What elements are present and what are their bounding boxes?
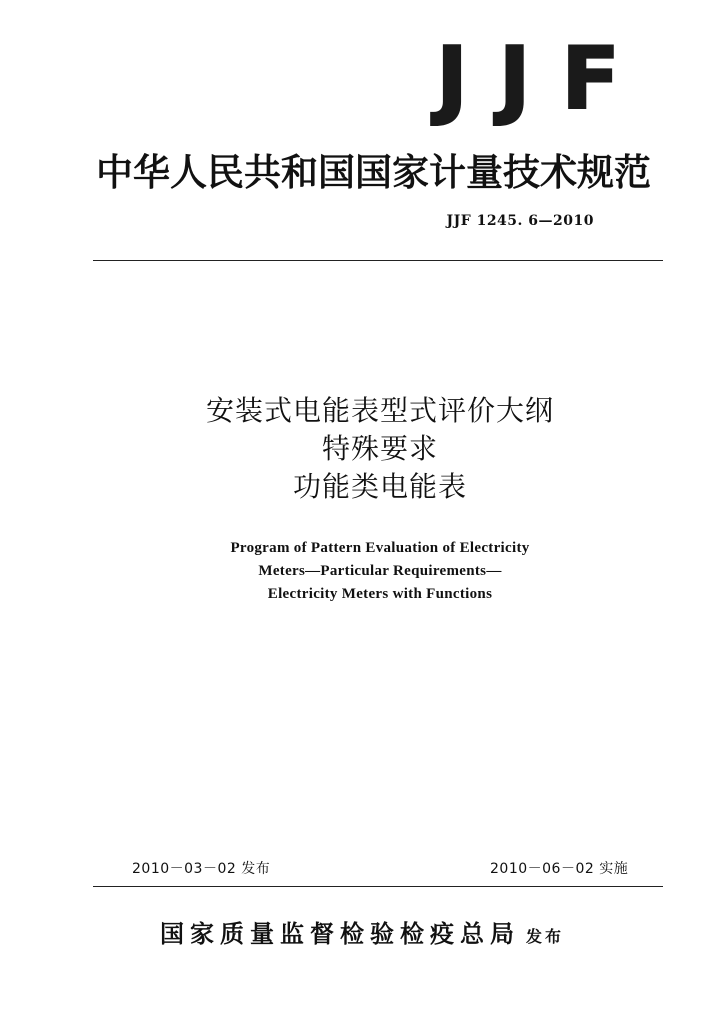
document-title <box>120 392 640 506</box>
logo-letter: J <box>498 29 531 129</box>
english-title-line: Meters—Particular Requirements— <box>258 563 502 579</box>
publisher-suffix: 发布 <box>526 927 565 946</box>
logo-letter: J <box>436 29 468 129</box>
english-title <box>120 537 640 606</box>
english-title-line: Program of Pattern Evaluation of Electricity <box>230 540 530 556</box>
national-spec-title: 中华人民共和国国家计量技术规范 <box>96 150 651 194</box>
implementation-date: 2010－06－02 实施 <box>490 861 629 877</box>
top-divider <box>93 260 663 261</box>
title-line: 特殊要求 <box>321 432 438 465</box>
logo-letter: F <box>561 29 620 129</box>
publisher-org: 国家质量监督检验检疫总局 <box>160 919 520 948</box>
publisher <box>160 914 564 949</box>
title-line: 安装式电能表型式评价大纲 <box>205 394 554 427</box>
english-title-line: Electricity Meters with Functions <box>267 586 493 602</box>
jjf-logo <box>436 29 620 129</box>
spec-code: JJF 1245. 6—2010 <box>446 213 594 229</box>
title-line: 功能类电能表 <box>292 470 467 503</box>
bottom-divider <box>93 886 663 887</box>
issue-date: 2010－03－02 发布 <box>132 861 271 877</box>
